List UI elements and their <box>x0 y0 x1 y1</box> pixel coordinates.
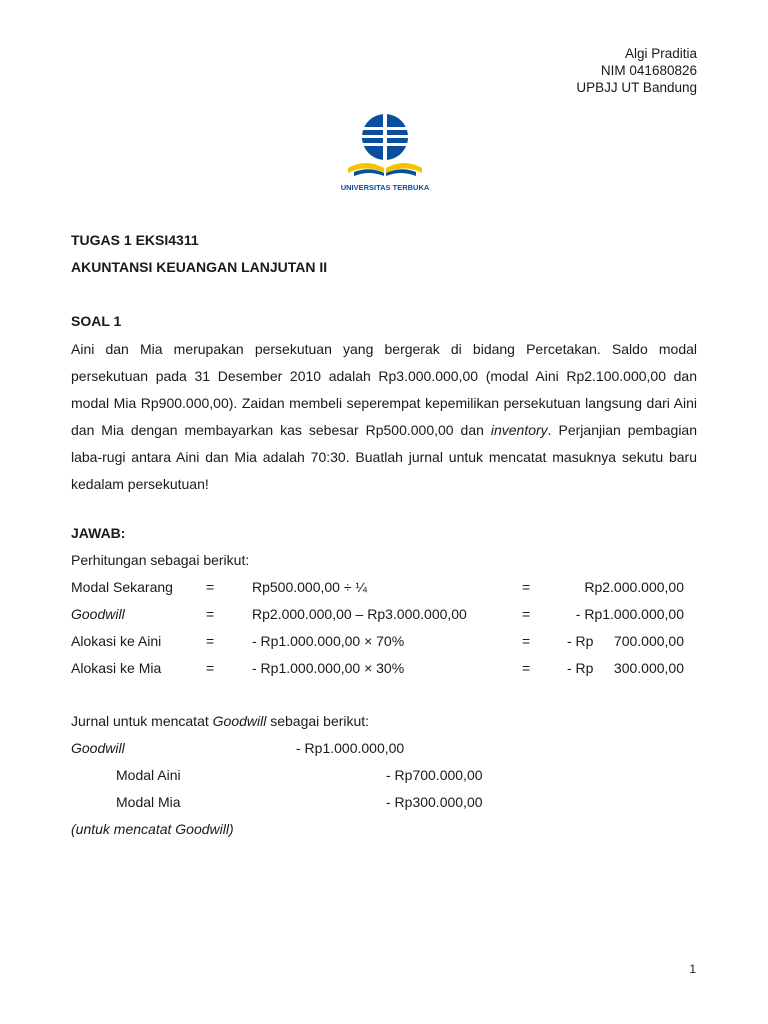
jurnal-note: (untuk mencatat Goodwill) <box>71 821 234 837</box>
calc-equals-2: = <box>522 633 531 649</box>
assignment-code: TUGAS 1 EKSI4311 <box>71 232 199 248</box>
calc-equals: = <box>206 606 215 622</box>
calc-formula: - Rp1.000.000,00 × 70% <box>252 633 405 649</box>
calc-equals-2: = <box>522 579 531 595</box>
logo-text: UNIVERSITAS TERBUKA <box>340 183 430 192</box>
calc-result-prefix: - Rp <box>567 660 594 676</box>
calc-intro: Perhitungan sebagai berikut: <box>71 552 250 568</box>
course-title: AKUNTANSI KEUANGAN LANJUTAN II <box>71 259 328 275</box>
page-number: 1 <box>689 962 696 976</box>
calc-equals: = <box>206 579 215 595</box>
calc-result: - Rp1.000.000,00 <box>575 606 684 622</box>
calc-equals-2: = <box>522 660 531 676</box>
universitas-terbuka-logo <box>330 110 440 196</box>
jurnal-debit: - Rp1.000.000,00 <box>296 740 405 756</box>
calc-result-prefix: - Rp <box>567 633 594 649</box>
calc-result: Rp2.000.000,00 <box>584 579 684 595</box>
calc-equals: = <box>206 633 215 649</box>
jurnal-account: Modal Mia <box>116 794 181 810</box>
calc-label: Alokasi ke Mia <box>71 660 162 676</box>
calc-result: 700.000,00 <box>613 633 684 649</box>
calc-equals-2: = <box>522 606 531 622</box>
calc-label: Modal Sekarang <box>71 579 173 595</box>
jurnal-account: Modal Aini <box>116 767 181 783</box>
student-nim: NIM 041680826 <box>600 63 697 78</box>
calc-result: 300.000,00 <box>613 660 684 676</box>
jurnal-credit: - Rp300.000,00 <box>386 794 483 810</box>
calc-formula: - Rp1.000.000,00 × 30% <box>252 660 405 676</box>
soal-heading: SOAL 1 <box>71 313 122 329</box>
jurnal-intro <box>71 713 369 729</box>
jurnal-intro-text: Jurnal untuk mencatat <box>71 713 213 729</box>
jurnal-intro-italic: Goodwill <box>212 713 267 729</box>
jawab-heading: JAWAB: <box>71 525 126 541</box>
ut-emblem-icon <box>330 110 440 196</box>
jurnal-account: Goodwill <box>71 740 125 756</box>
calc-formula: Rp500.000,00 ÷ ¼ <box>252 579 368 595</box>
calc-label: Alokasi ke Aini <box>71 633 162 649</box>
jurnal-credit: - Rp700.000,00 <box>386 767 483 783</box>
soal-text-1: Aini dan Mia merupakan persekutuan yang bergerak di bidang Percetakan. Saldo modal persekutuan pada 31 Desember 2010 adalah Rp3.000.000,00 (modal Aini Rp2.100.000,00 dan modal Mia Rp900.000,00). Zaidan membeli seperempat kepemilikan persekutuan langsung dari Aini dan Mia dengan membayarkan kas sebesar Rp500.000,00 dan <box>71 341 697 438</box>
calc-formula: Rp2.000.000,00 – Rp3.000.000,00 <box>252 606 467 622</box>
upbjj-location: UPBJJ UT Bandung <box>576 80 697 95</box>
author-name: Algi Praditia <box>624 46 697 61</box>
calc-label: Goodwill <box>71 606 125 622</box>
jurnal-intro-text-2: sebagai berikut: <box>266 713 370 729</box>
soal-paragraph <box>71 336 697 498</box>
calc-equals: = <box>206 660 215 676</box>
soal-italic-word: inventory <box>490 422 548 438</box>
soal-text-2: . Perjanjian pembagian laba-rugi antara Aini dan Mia adalah 70:30. Buatlah jurnal untuk mencatat masuknya sekutu baru kedalam persekutuan! <box>71 422 697 492</box>
